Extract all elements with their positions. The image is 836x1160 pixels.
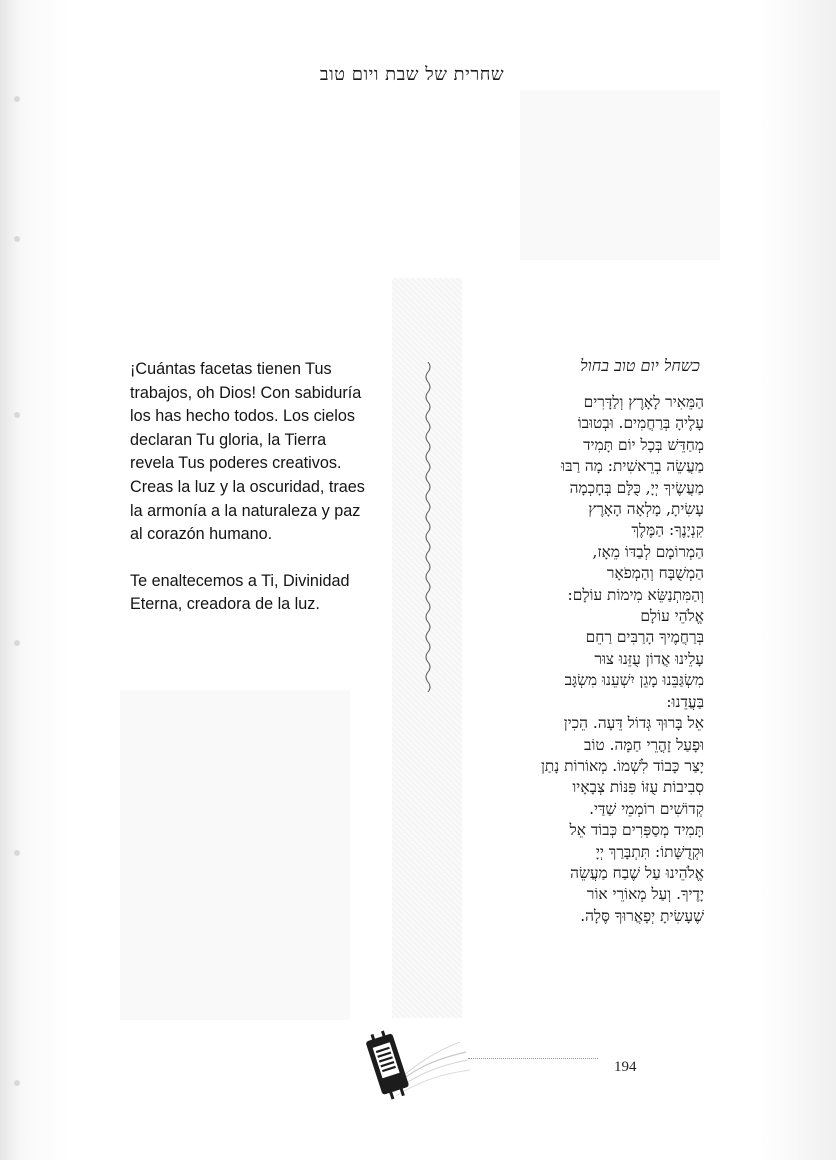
hebrew-line: מַעֲשֵׂה בְרֵאשִׁית: מָה רַבּוּ bbox=[561, 457, 704, 476]
hebrew-line: שֶׁעָשִׂיתָ יְפָאֲרוּךָ סֶּלָה. bbox=[580, 906, 704, 925]
bleed-through bbox=[120, 690, 350, 1020]
hebrew-line: בַּעֲדֵנוּ: bbox=[666, 692, 704, 711]
hebrew-line: תָּמִיד מְסַפְּרִים כְּבוֹד אֵל bbox=[569, 821, 704, 840]
spanish-paragraph: ¡Cuántas facetas tienen Tus trabajos, oh Dios! Con sabiduría los has hecho todos. Los cielos declaran Tu gloria, la Tierra revela Tus poderes creativos. Creas la luz y la oscuridad, traes la armonía a la naturaleza y paz al corazón humano. bbox=[130, 360, 365, 544]
binding-hole bbox=[14, 850, 20, 856]
hebrew-line: עָלֵינוּ אֲדוֹן עֻזֵּנוּ צוּר bbox=[594, 649, 704, 668]
hebrew-line: עָלֶיהָ בְּרַחֲמִים. וּבְטוּבוֹ bbox=[577, 414, 704, 433]
wavy-divider bbox=[418, 362, 438, 692]
page-title: שחרית של שבת ויום טוב bbox=[319, 64, 505, 85]
hebrew-line: אֵל בָּרוּךְ גְּדוֹל דֵּעָה. הֵכִין bbox=[563, 714, 704, 733]
hebrew-line: וְהַמִּתְנַשֵּׂא מִימוֹת עוֹלָם: bbox=[567, 585, 704, 604]
hebrew-line: אֱלֹהֵי עוֹלָם bbox=[640, 607, 704, 626]
hebrew-line: קְדוֹשִׁים רוֹמְמֵי שַׁדַּי. bbox=[589, 799, 704, 818]
hebrew-line: עָשִׂיתָ, מָלְאָה הָאָרֶץ bbox=[588, 500, 704, 519]
hebrew-line: וּקְדֻשָּׁתוֹ: תִּתְבָּרַךְ יְיָ bbox=[595, 842, 704, 861]
spanish-text-column bbox=[130, 358, 370, 640]
binding-hole bbox=[14, 1080, 20, 1086]
binding-hole bbox=[14, 96, 20, 102]
footer-rule bbox=[468, 1058, 598, 1059]
hebrew-line: הַמְשֻׁבָּח וְהַמְפֹאָר bbox=[606, 564, 704, 583]
hebrew-line: יָצַר כָּבוֹד לִשְׁמוֹ. מְאוֹרוֹת נָתַן bbox=[540, 756, 704, 775]
hebrew-line: בְּרַחֲמֶיךָ הָרַבִּים רַחֵם bbox=[585, 628, 704, 647]
hebrew-line: הַמֵּאִיר לָאָרֶץ וְלַדָּרִים bbox=[583, 393, 704, 411]
hebrew-line: מְחַדֵּשׁ בְּכָל יוֹם תָּמִיד bbox=[583, 435, 704, 454]
hebrew-line: אֱלֹהֵינוּ עַל שֶׁבַח מַעֲשֵׂה bbox=[570, 863, 704, 882]
hebrew-line: מִשְׂגַּבֵּנוּ מָגֵן יִשְׁעֵנוּ מִשְׂגָּב bbox=[564, 671, 704, 690]
spanish-paragraph: Te enaltecemos a Ti, Divinidad Eterna, creadora de la luz. bbox=[130, 571, 350, 614]
binding-shadow bbox=[0, 0, 18, 1160]
hebrew-line: מַעֲשֶׂיךָ יְיָ, כֻּלָּם בְּחָכְמָה bbox=[569, 478, 704, 497]
binding-hole bbox=[14, 640, 20, 646]
page-number: 194 bbox=[614, 1059, 637, 1075]
hebrew-line: סְבִיבוֹת עֻזּוֹ פִּנּוֹת צְבָאָיו bbox=[572, 778, 704, 797]
hebrew-line: יָדֶיךָ. וְעַל מְאוֹרֵי אוֹר bbox=[586, 885, 704, 904]
hebrew-line: קִנְיָנֶךָ: הַמֶּלֶךְ bbox=[631, 521, 704, 540]
binding-hole bbox=[14, 236, 20, 242]
torah-scroll-icon bbox=[362, 1030, 472, 1102]
hebrew-text-column bbox=[468, 356, 704, 927]
hebrew-line: הַמְרוֹמָם לְבַדּוֹ מֵאָז, bbox=[592, 542, 704, 561]
hebrew-heading: כשחל יום טוב בחול bbox=[580, 356, 700, 375]
bleed-through bbox=[520, 90, 720, 260]
hebrew-line: וּפָעַל זָהֳרֵי חַמָּה. טוֹב bbox=[584, 735, 704, 754]
binding-hole bbox=[14, 412, 20, 418]
